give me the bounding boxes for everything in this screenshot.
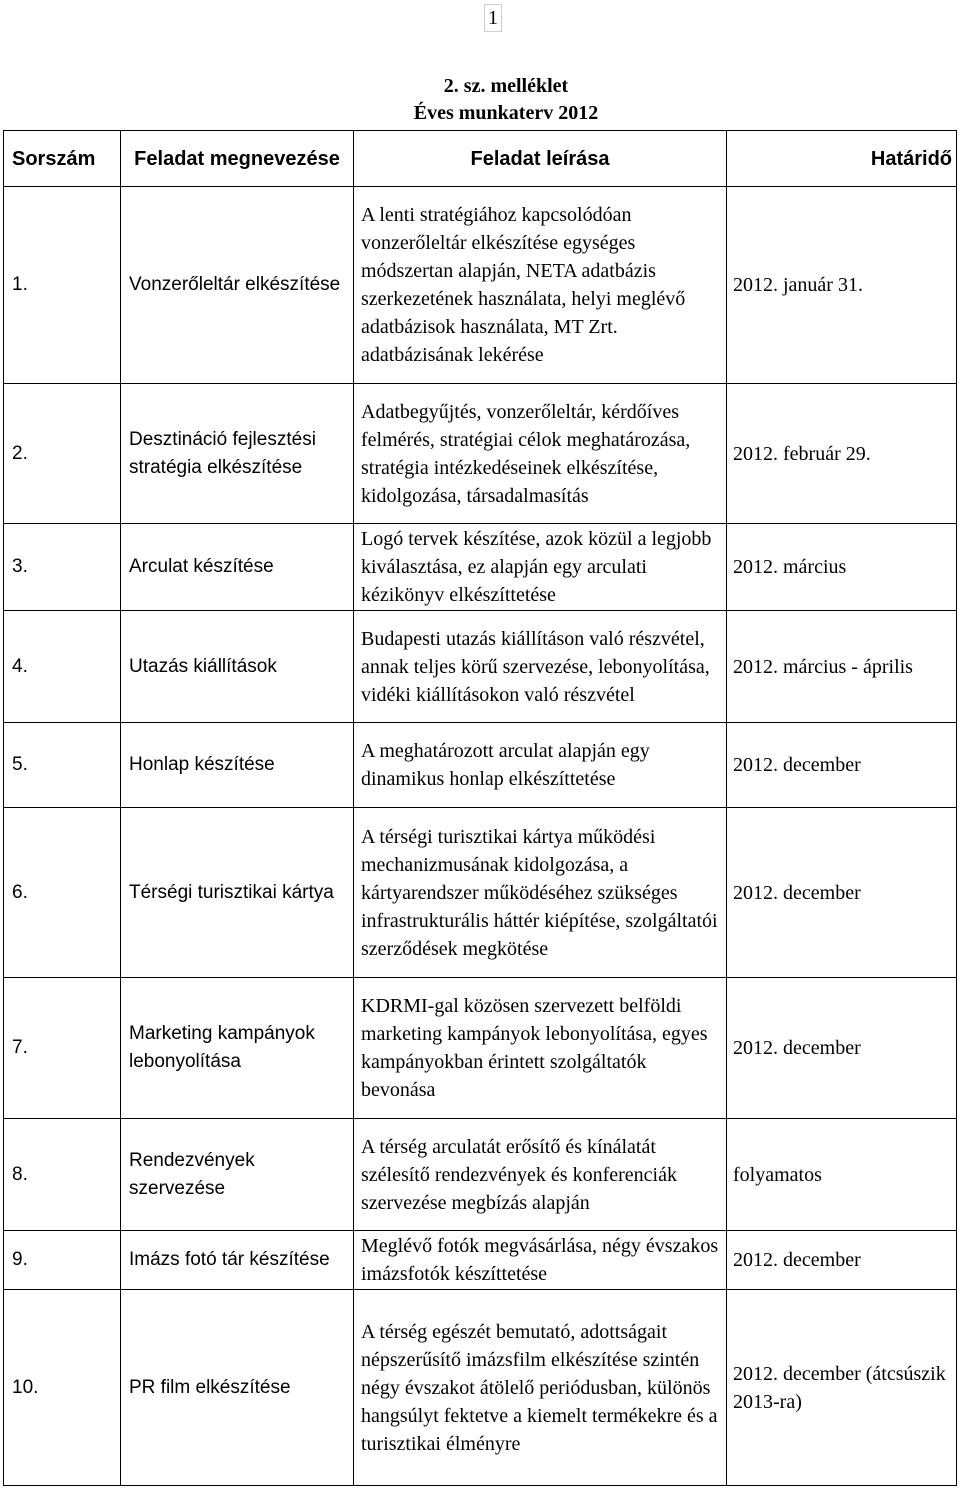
row-number: 7.: [4, 978, 121, 1119]
task-deadline: 2012. december: [727, 978, 957, 1119]
task-name: Utazás kiállítások: [121, 611, 354, 723]
task-description: A meghatározott arculat alapján egy dinamikus honlap elkészíttetése: [354, 723, 727, 808]
row-number: 6.: [4, 808, 121, 978]
task-description: A térség arculatát erősítő és kínálatát szélesítő rendezvények és konferenciák szervezése megbízás alapján: [354, 1119, 727, 1231]
table-row: [4, 808, 957, 978]
task-description: A térségi turisztikai kártya működési mechanizmusának kidolgozása, a kártyarendszer működéséhez szükséges infrastrukturális háttér kiépítése, szolgáltatói szerződések megkötése: [354, 808, 727, 978]
task-description: Budapesti utazás kiállításon való részvétel, annak teljes körű szervezése, lebonyolítása, vidéki kiállításokon való részvétel: [354, 611, 727, 723]
task-deadline: 2012. december (átcsúszik 2013-ra): [727, 1290, 957, 1486]
table-row: [4, 1119, 957, 1231]
row-number: 9.: [4, 1231, 121, 1290]
row-number: 5.: [4, 723, 121, 808]
row-number: 2.: [4, 384, 121, 524]
task-deadline: 2012. december: [727, 723, 957, 808]
header-description: Feladat leírása: [354, 131, 727, 187]
task-deadline: 2012. január 31.: [727, 187, 957, 384]
task-description: KDRMI-gal közösen szervezett belföldi marketing kampányok lebonyolítása, egyes kampányokban érintett szolgáltatók bevonása: [354, 978, 727, 1119]
table-row: [4, 723, 957, 808]
task-name: Rendezvények szervezése: [121, 1119, 354, 1231]
task-name: Marketing kampányok lebonyolítása: [121, 978, 354, 1119]
task-name: Imázs fotó tár készítése: [121, 1231, 354, 1290]
task-name: Desztináció fejlesztési stratégia elkészítése: [121, 384, 354, 524]
task-name: Honlap készítése: [121, 723, 354, 808]
table-row: [4, 187, 957, 384]
task-deadline: 2012. december: [727, 1231, 957, 1290]
row-number: 10.: [4, 1290, 121, 1486]
header-deadline: Határidő: [727, 131, 957, 187]
work-plan-table: [3, 130, 957, 1486]
header-number: Sorszám: [4, 131, 121, 187]
table-row: [4, 1231, 957, 1290]
row-number: 8.: [4, 1119, 121, 1231]
table-row: [4, 524, 957, 611]
task-description: Adatbegyűjtés, vonzerőleltár, kérdőíves felmérés, stratégiai célok meghatározása, stratégia intézkedéseinek elkészítése, kidolgozása, társadalmasítás: [354, 384, 727, 524]
header-name: Feladat megnevezése: [121, 131, 354, 187]
task-name: PR film elkészítése: [121, 1290, 354, 1486]
row-number: 3.: [4, 524, 121, 611]
row-number: 4.: [4, 611, 121, 723]
annex-title: 2. sz. melléklet: [443, 75, 569, 97]
page-number: 1: [484, 4, 502, 32]
task-description: A lenti stratégiához kapcsolódóan vonzerőleltár elkészítése egységes módszertan alapján, NETA adatbázis szerkezetének használata, helyi meglévő adatbázisok használata, MT Zrt. adatbázisának lekérése: [354, 187, 727, 384]
table-row: [4, 611, 957, 723]
task-description: A térség egészét bemutató, adottságait népszerűsítő imázsfilm elkészítése szintén négy évszakot átölelő periódusban, különös hangsúlyt fektetve a kiemelt termékekre és a turisztikai élményre: [354, 1290, 727, 1486]
row-number: 1.: [4, 187, 121, 384]
task-name: Arculat készítése: [121, 524, 354, 611]
table-row: [4, 384, 957, 524]
task-deadline: 2012. február 29.: [727, 384, 957, 524]
task-deadline: folyamatos: [727, 1119, 957, 1231]
task-name: Vonzerőleltár elkészítése: [121, 187, 354, 384]
task-deadline: 2012. december: [727, 808, 957, 978]
work-plan-title: Éves munkaterv 2012: [413, 102, 599, 124]
task-description: Logó tervek készítése, azok közül a legjobb kiválasztása, ez alapján egy arculati kézikönyv elkészíttetése: [354, 524, 727, 611]
task-deadline: 2012. március - április: [727, 611, 957, 723]
task-name: Térségi turisztikai kártya: [121, 808, 354, 978]
task-deadline: 2012. március: [727, 524, 957, 611]
table-row: [4, 978, 957, 1119]
table-row: [4, 1290, 957, 1486]
task-description: Meglévő fotók megvásárlása, négy évszakos imázsfotók készíttetése: [354, 1231, 727, 1290]
